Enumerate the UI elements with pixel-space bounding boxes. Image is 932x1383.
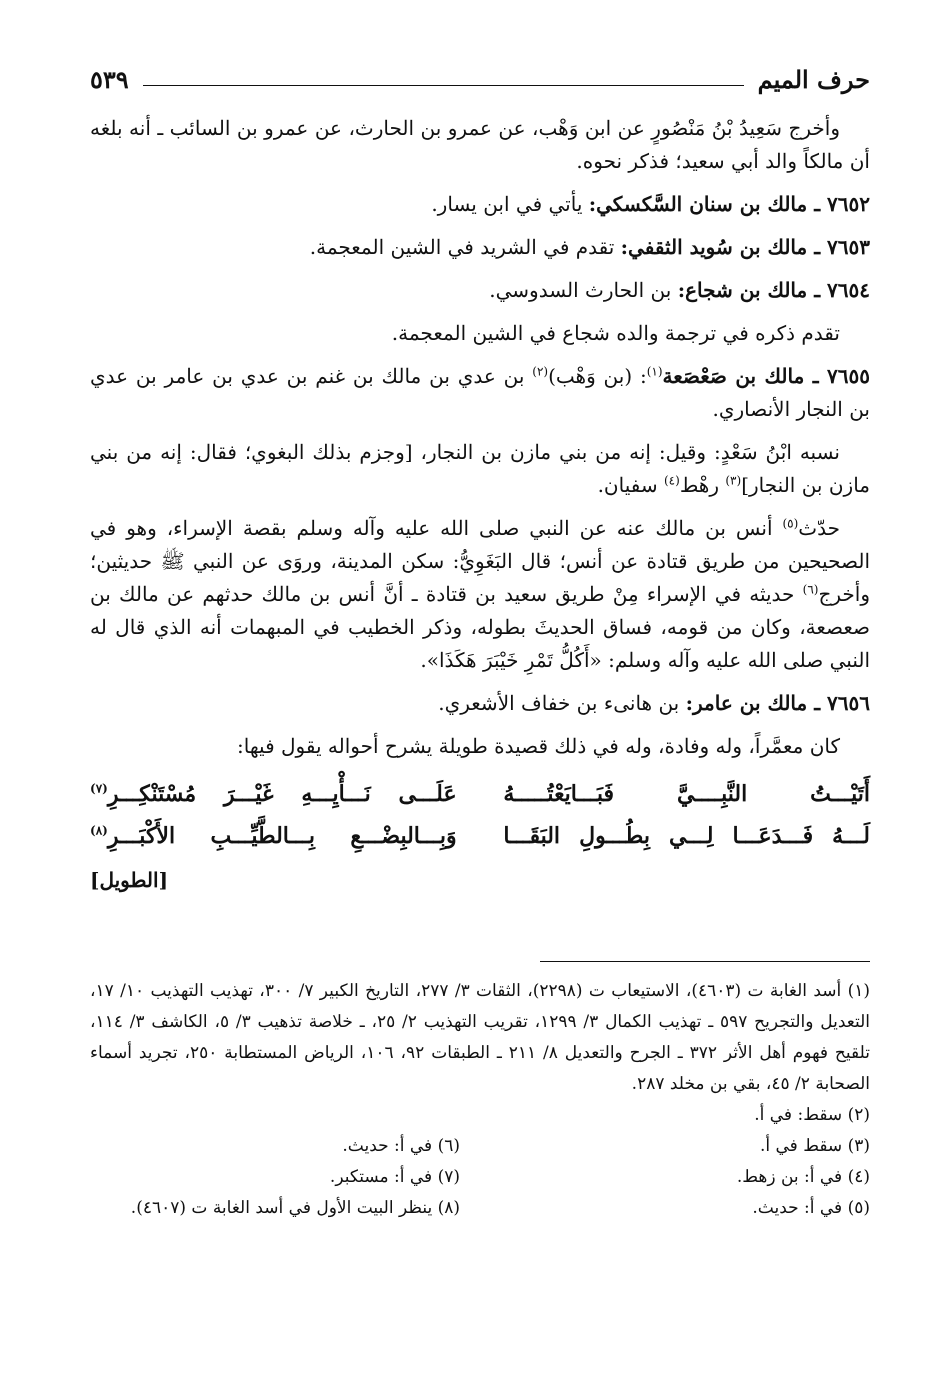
verse-2-second-text: وَبِـــالبِضْـــعِ بِـــالطَّيِّـــبِ الأَكْبَـــرِ — [107, 823, 457, 849]
footnote-ref-6: (٦) — [802, 582, 819, 597]
paragraph-nasab — [90, 436, 870, 502]
entry-7655 — [90, 360, 870, 426]
footnote-ref-5: (٥) — [782, 516, 799, 531]
footnote-4: (٤) في أ: بن زهط. — [736, 1167, 870, 1187]
footnote-ref-8: (٨) — [90, 823, 108, 838]
entry-7654-heading: ٧٦٥٤ ـ مالك بن شجاع: — [677, 278, 870, 302]
footnote-separator — [540, 961, 870, 962]
entry-7656-heading: ٧٦٥٦ ـ مالك بن عامر: — [685, 691, 870, 715]
footnote-ref-7: (٧) — [90, 781, 108, 796]
entry-7655-text: بن عدي بن مالك بن غنم بن عدي بن عامر بن عدي بن النجار الأنصاري. — [90, 364, 870, 421]
poem-meter — [90, 859, 870, 901]
footnote-3: (٣) سقط في أ. — [759, 1136, 870, 1156]
entry-7656 — [90, 687, 870, 720]
chapter-title: حرف الميم — [757, 65, 870, 94]
nasab-text-b: رهْط — [679, 473, 726, 497]
entry-7656-text: بن هانىء بن خفاف الأشعري. — [438, 691, 686, 715]
paragraph-poem-intro: كان معمَّراً، وله وفادة، وله في ذلك قصيدة طويلة يشرح أحواله يقول فيها: — [237, 734, 840, 758]
footnote-ref-4: (٤) — [663, 473, 680, 488]
entry-7655-heading: ٧٦٥٥ ـ مالك بن صَعْصَعة — [662, 364, 870, 388]
entry-7653-heading: ٧٦٥٣ ـ مالك بن سُويد الثقفي: — [620, 235, 870, 259]
footnotes-grid — [90, 1131, 870, 1224]
verse-1-second-hemistich — [90, 773, 457, 815]
entry-7653-text: تقدم في الشريد في الشين المعجمة. — [309, 235, 621, 259]
page-number: ٥٣٩ — [90, 65, 129, 94]
footnote-7: (٧) في أ: مستكبر. — [329, 1167, 460, 1187]
footnote-5: (٥) في أ: حديث. — [752, 1198, 870, 1218]
hadith-text-c: حديثه في الإسراء مِنْ طريق سعيد بن قتادة ـ أنَّ أنس بن مالك حدثهم عن مالك بن صعصعة، وكان من قومه، فساق الحديثَ بطوله، وذكر الخطيب في المبهمات أنه الذي قال له النبي صلى الله عليه وآله وسلم: «أَكُلُّ تَمْرِ خَيْبَرَ هَكَذَا». — [90, 582, 870, 672]
paragraph-hadith — [90, 512, 870, 677]
footnote-8: (٨) ينظر البيت الأول في أسد الغابة ت (٤٦٠٧). — [130, 1198, 460, 1218]
entry-7652 — [90, 188, 870, 221]
poem — [90, 773, 870, 901]
main-text — [90, 112, 870, 901]
footnote-2: (٢) سقط: في أ. — [754, 1105, 870, 1125]
hadith-text-a: حدّث — [798, 516, 840, 540]
poem-meter-label: [الطويل] — [90, 868, 169, 892]
entry-7653 — [90, 231, 870, 264]
footnote-ref-1: (١) — [646, 364, 663, 379]
footnote-ref-2: (٢) — [532, 364, 549, 379]
entry-7655-mid: : (بن وَهْب) — [548, 364, 647, 388]
nasab-text-a: نسبه ابْنُ سَعْدٍ: وقيل: إنه من بني مازن بن النجار، [وجزم بذلك البغوي؛ فقال: إنه من بني مازن بن النجار] — [90, 440, 870, 497]
verse-2-first-hemistich: لَـــهُ فَـــدَعَـــا لِـــي بِطُـــولِ البَقَـــا — [503, 823, 870, 849]
footnotes — [90, 976, 870, 1224]
poem-verse-1 — [90, 773, 870, 815]
verse-1-second-text: عَلَـــى نَـــأْيِـــهِ غَيْـــرَ مُسْتَنْكِـــرِ — [107, 781, 457, 807]
footnote-ref-3: (٣) — [725, 473, 742, 488]
paragraph-opening: وأخرج سَعِيدُ بْنُ مَنْصُورٍ عن ابن وَهْب، عن عمرو بن الحارث، عن عمرو بن السائب ـ أنه بلغه أن مالكاً والد أبي سعيد؛ فذكر نحوه. — [90, 116, 870, 173]
entry-7652-heading: ٧٦٥٢ ـ مالك بن سنان السَّكسكي: — [588, 192, 870, 216]
nasab-text-c: سفيان. — [597, 473, 664, 497]
entry-7654-text: بن الحارث السدوسي. — [489, 278, 678, 302]
running-header — [90, 58, 870, 94]
entry-7654 — [90, 274, 870, 307]
verse-2-second-hemistich — [90, 815, 457, 857]
footnote-6: (٦) في أ: حديث. — [342, 1136, 460, 1156]
poem-verse-2 — [90, 815, 870, 857]
header-rule — [143, 85, 744, 86]
hadith-text-b: أنس بن مالك عنه عن النبي صلى الله عليه وآله وسلم بقصة الإسراء، وهو في الصحيحين من طريق قتادة عن أنس؛ قال البَغَوِيُّ: سكن المدينة، وروَى عن النبي ﷺ حديثين؛ وأخرج — [90, 516, 870, 606]
footnote-1: (١) أسد الغابة ت (٤٦٠٣)، الاستيعاب ت (٢٢٩٨)، الثقات ٣/ ٢٧٧، التاريخ الكبير ٧/ ٣٠٠، تهذيب التهذيب ١٠/ ١٧، التعديل والتجريح ٥٩٧ ـ تهذيب الكمال ٣/ ١٢٩٩، تقريب التهذيب ٢/ ٢٥، ـ خلاصة تذهيب ٣/ ٥، الكاشف ٣/ ١١٤، تلقيح فهوم أهل الأثر ٣٧٢ ـ الجرح والتعديل ٨/ ٢١١ ـ الطبقات ٩٢، ١٠٦، الرياض المستطابة ٢٥٠، تجريد أسماء الصحابة ٢/ ٤٥، بقي بن مخلد ٢٨٧. — [90, 981, 871, 1094]
verse-1-first-hemistich: أَتَيْـــتُ النَّبِــــيَّ فَبَـــايَعْتُـــــهُ — [503, 781, 870, 807]
paragraph-note: تقدم ذكره في ترجمة والده شجاع في الشين المعجمة. — [391, 321, 840, 345]
entry-7652-text: يأتي في ابن يسار. — [431, 192, 589, 216]
